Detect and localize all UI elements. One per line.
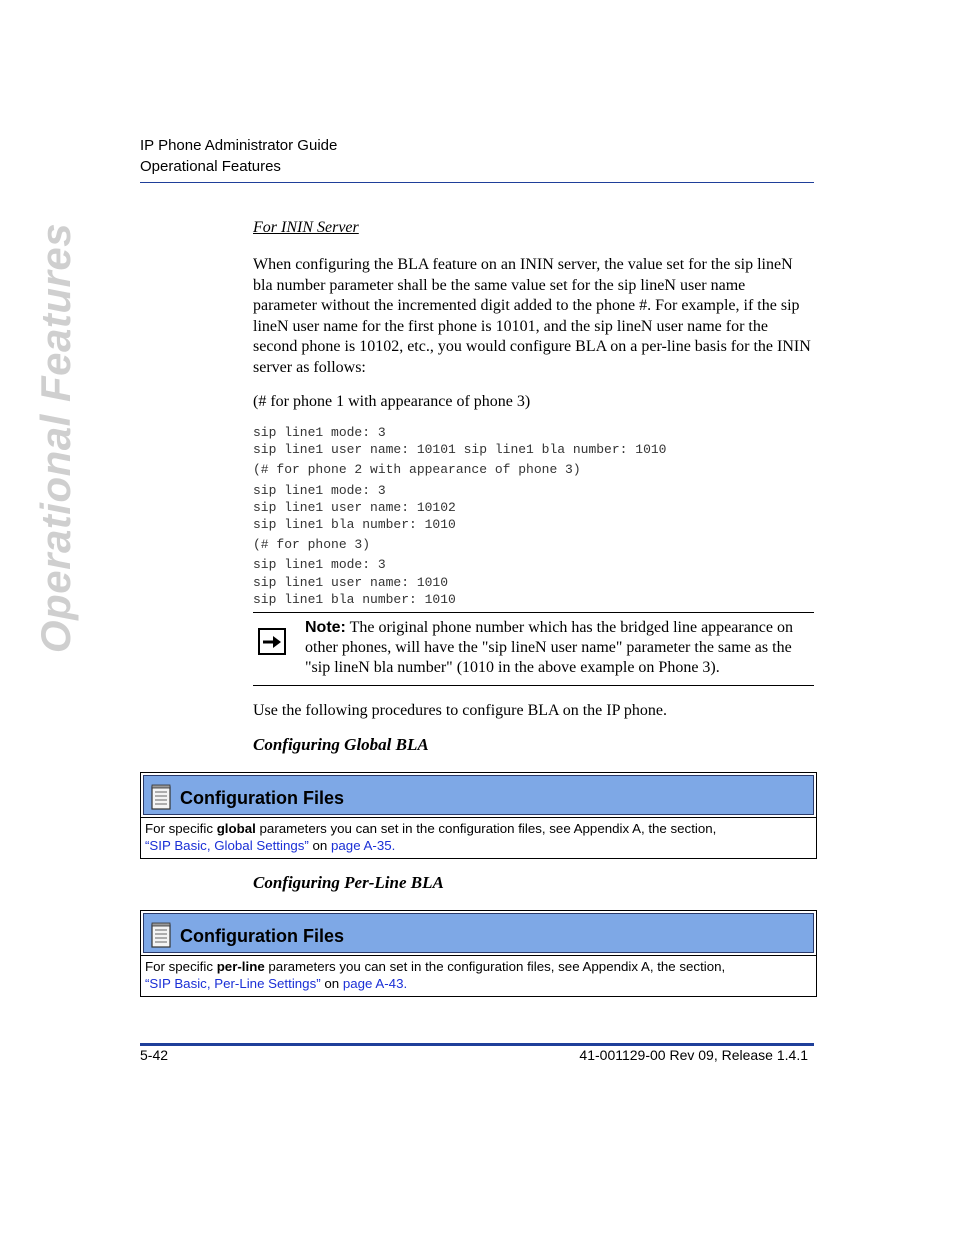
- perline-config-text: [140, 956, 817, 997]
- note-label: Note:: [305, 619, 346, 636]
- code-line: sip line1 user name: 10101 sip line1 bla number: 1010: [253, 442, 667, 458]
- code-group: [253, 461, 813, 478]
- guide-title: IP Phone Administrator Guide: [140, 137, 338, 154]
- inin-paragraph: When configuring the BLA feature on an ININ server, the value set for the sip lineN bla number parameter shall be the same value set for the sip lineN user name parameter without the incremented digit added to the phone #. For example, if the sip lineN user name for the first phone is 10101, and the sip lineN user name for the second phone is 10102, etc., you would configure BLA on a per-line basis for the ININ server as follows:: [253, 256, 811, 376]
- code-group: [253, 424, 813, 458]
- page-a35-link[interactable]: page A-35.: [331, 838, 396, 853]
- perline-text-bold: per-line: [216, 959, 265, 974]
- procedures-text: Use the following procedures to configure BLA on the IP phone.: [253, 702, 667, 719]
- code-line: sip line1 mode: 3: [253, 482, 386, 498]
- global-text-prefix: For specific: [145, 821, 217, 836]
- code-line: sip line1 user name: 10102: [253, 499, 456, 515]
- note-top-rule: [253, 612, 814, 613]
- perline-text-suffix: parameters you can set in the configuration files, see Appendix A, the section,: [264, 959, 726, 974]
- page-header: [140, 135, 337, 177]
- arrow-right-icon: [258, 628, 286, 655]
- global-text-bold: global: [216, 821, 256, 836]
- global-bla-heading: Configuring Global BLA: [253, 735, 429, 754]
- chapter-title: Operational Features: [140, 158, 281, 175]
- code-line: sip line1 bla number: 1010: [253, 517, 456, 533]
- page-number: 5-42: [140, 1047, 169, 1063]
- note-body: The original phone number which has the bridged line appearance on other phones, will have the "sip lineN user name" parameter the same as the "sip lineN bla number" (1010 in the above example on Phone 3).: [305, 619, 793, 676]
- code-line: sip line1 mode: 3: [253, 425, 386, 440]
- global-text-suffix: parameters you can set in the configuration files, see Appendix A, the section,: [255, 821, 717, 836]
- phone1-comment: (# for phone 1 with appearance of phone 3): [253, 393, 531, 410]
- global-config-box: [140, 772, 817, 859]
- perline-config-banner: [143, 913, 814, 953]
- footer-divider: [140, 1043, 814, 1046]
- code-line: (# for phone 2 with appearance of phone 3): [253, 462, 581, 478]
- perline-text-prefix: For specific: [145, 959, 217, 974]
- code-group: [253, 556, 813, 608]
- notepad-icon: [150, 922, 172, 948]
- perline-bla-heading: Configuring Per-Line BLA: [253, 873, 444, 892]
- config-code-block: [253, 424, 813, 611]
- code-group: [253, 482, 813, 534]
- note: [305, 618, 810, 678]
- code-line: sip line1 bla number: 1010: [253, 591, 456, 607]
- code-line: sip line1 mode: 3: [253, 557, 386, 573]
- sip-basic-perline-link[interactable]: “SIP Basic, Per-Line Settings”: [145, 976, 321, 991]
- global-on-word: on: [308, 838, 332, 853]
- perline-config-title: Configuration Files: [180, 925, 344, 946]
- document-id: 41-001129-00 Rev 09, Release 1.4.1: [579, 1047, 808, 1063]
- perline-on-word: on: [320, 976, 343, 991]
- header-divider: [140, 182, 814, 183]
- perline-config-box: [140, 910, 817, 997]
- page-a43-link[interactable]: page A-43.: [342, 976, 408, 991]
- global-config-text: [140, 818, 817, 859]
- side-chapter-title: Operational Features: [32, 222, 79, 654]
- note-bottom-rule: [253, 685, 814, 686]
- global-config-banner: [143, 775, 814, 815]
- global-config-title: Configuration Files: [180, 787, 344, 808]
- sip-basic-global-link[interactable]: “SIP Basic, Global Settings”: [145, 838, 309, 853]
- code-group: [253, 536, 813, 553]
- code-line: sip line1 user name: 1010: [253, 574, 449, 590]
- inin-server-subhead[interactable]: For ININ Server: [253, 219, 359, 236]
- code-line: (# for phone 3): [253, 537, 371, 553]
- notepad-icon: [150, 784, 172, 810]
